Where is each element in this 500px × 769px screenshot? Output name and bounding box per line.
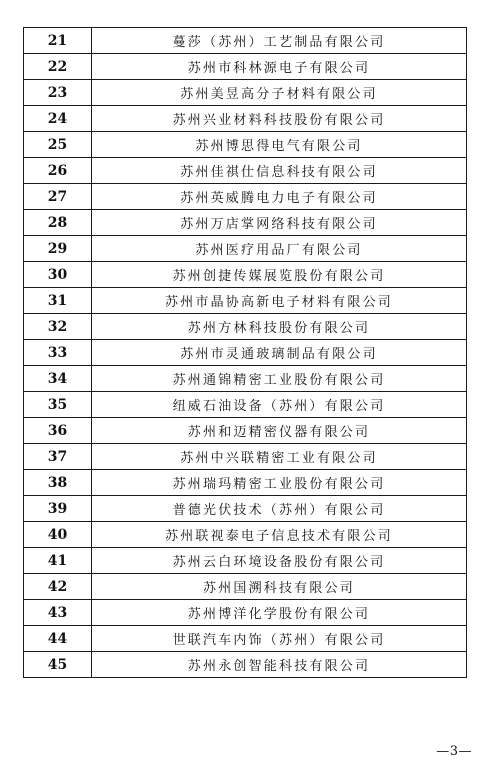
table-row xyxy=(24,418,467,444)
table-row xyxy=(24,288,467,314)
row-number: 21 xyxy=(24,28,92,54)
row-number: 43 xyxy=(24,600,92,626)
table-row xyxy=(24,522,467,548)
table-row xyxy=(24,470,467,496)
table-row xyxy=(24,236,467,262)
company-name: 苏州英威腾电力电子有限公司 xyxy=(92,184,467,210)
company-list-table xyxy=(23,27,467,678)
company-name: 苏州美昱高分子材料有限公司 xyxy=(92,80,467,106)
row-number: 26 xyxy=(24,158,92,184)
table-row xyxy=(24,132,467,158)
row-number: 31 xyxy=(24,288,92,314)
row-number: 32 xyxy=(24,314,92,340)
company-name: 苏州兴业材料科技股份有限公司 xyxy=(92,106,467,132)
row-number: 33 xyxy=(24,340,92,366)
company-name: 世联汽车内饰（苏州）有限公司 xyxy=(92,626,467,652)
table-row xyxy=(24,548,467,574)
row-number: 24 xyxy=(24,106,92,132)
table-row xyxy=(24,314,467,340)
row-number: 27 xyxy=(24,184,92,210)
row-number: 35 xyxy=(24,392,92,418)
company-name: 苏州联视泰电子信息技术有限公司 xyxy=(92,522,467,548)
table-row xyxy=(24,210,467,236)
company-name: 苏州云白环境设备股份有限公司 xyxy=(92,548,467,574)
table-row xyxy=(24,340,467,366)
company-name: 苏州市灵通玻璃制品有限公司 xyxy=(92,340,467,366)
company-name: 普德光伏技术（苏州）有限公司 xyxy=(92,496,467,522)
company-name: 苏州和迈精密仪器有限公司 xyxy=(92,418,467,444)
row-number: 25 xyxy=(24,132,92,158)
row-number: 42 xyxy=(24,574,92,600)
table-row xyxy=(24,80,467,106)
table-row xyxy=(24,600,467,626)
table-row xyxy=(24,28,467,54)
row-number: 28 xyxy=(24,210,92,236)
company-list-body xyxy=(24,28,467,678)
company-name: 苏州中兴联精密工业有限公司 xyxy=(92,444,467,470)
row-number: 41 xyxy=(24,548,92,574)
row-number: 23 xyxy=(24,80,92,106)
company-name: 苏州市科林源电子有限公司 xyxy=(92,54,467,80)
company-name: 苏州瑞玛精密工业股份有限公司 xyxy=(92,470,467,496)
table-row xyxy=(24,444,467,470)
company-name: 蔓莎（苏州）工艺制品有限公司 xyxy=(92,28,467,54)
table-row xyxy=(24,106,467,132)
table-row xyxy=(24,184,467,210)
company-name: 苏州方林科技股份有限公司 xyxy=(92,314,467,340)
company-name: 苏州医疗用品厂有限公司 xyxy=(92,236,467,262)
row-number: 34 xyxy=(24,366,92,392)
row-number: 30 xyxy=(24,262,92,288)
table-row xyxy=(24,366,467,392)
page-number: —3— xyxy=(436,744,472,759)
table-row xyxy=(24,652,467,678)
table-row xyxy=(24,392,467,418)
company-name: 苏州博思得电气有限公司 xyxy=(92,132,467,158)
table-row xyxy=(24,158,467,184)
company-name: 纽威石油设备（苏州）有限公司 xyxy=(92,392,467,418)
row-number: 37 xyxy=(24,444,92,470)
company-name: 苏州博洋化学股份有限公司 xyxy=(92,600,467,626)
row-number: 36 xyxy=(24,418,92,444)
company-name: 苏州永创智能科技有限公司 xyxy=(92,652,467,678)
row-number: 40 xyxy=(24,522,92,548)
company-name: 苏州市晶协高新电子材料有限公司 xyxy=(92,288,467,314)
table-row xyxy=(24,626,467,652)
table-row xyxy=(24,496,467,522)
company-name: 苏州万店掌网络科技有限公司 xyxy=(92,210,467,236)
table-row xyxy=(24,54,467,80)
table-row xyxy=(24,262,467,288)
row-number: 22 xyxy=(24,54,92,80)
row-number: 38 xyxy=(24,470,92,496)
company-name: 苏州创捷传媒展览股份有限公司 xyxy=(92,262,467,288)
company-name: 苏州通锦精密工业股份有限公司 xyxy=(92,366,467,392)
row-number: 45 xyxy=(24,652,92,678)
table-row xyxy=(24,574,467,600)
row-number: 44 xyxy=(24,626,92,652)
row-number: 39 xyxy=(24,496,92,522)
company-name: 苏州国溯科技有限公司 xyxy=(92,574,467,600)
company-name: 苏州佳祺仕信息科技有限公司 xyxy=(92,158,467,184)
row-number: 29 xyxy=(24,236,92,262)
